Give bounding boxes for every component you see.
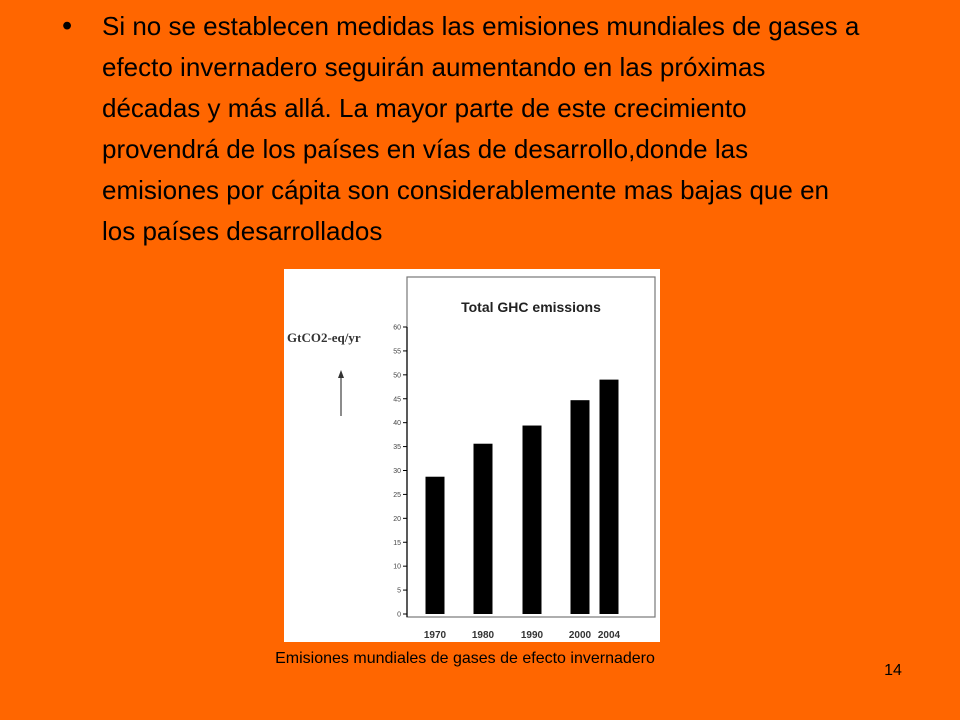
- x-tick-label: 2000: [568, 630, 592, 641]
- chart-title: Total GHC emissions: [461, 299, 601, 315]
- bar-2004: [600, 380, 619, 614]
- y-tick-label: 35: [393, 444, 401, 452]
- bar-2000: [571, 400, 590, 614]
- x-tick-label: 1990: [520, 630, 544, 641]
- figure-caption: Emisiones mundiales de gases de efecto invernadero: [275, 650, 655, 667]
- page-number: 14: [884, 662, 902, 679]
- y-tick-label: 45: [393, 396, 401, 404]
- bar-1990: [523, 426, 542, 614]
- bar-1970: [426, 477, 445, 614]
- y-tick-label: 20: [393, 515, 401, 523]
- ghg-emissions-chart: [284, 269, 660, 642]
- y-tick-label: 25: [393, 491, 401, 499]
- x-tick-label: 1980: [471, 630, 495, 641]
- y-tick-label: 30: [393, 468, 401, 475]
- bullet-point: [62, 6, 942, 252]
- y-tick-label: 40: [393, 420, 401, 428]
- y-tick-label: 50: [393, 372, 401, 380]
- y-tick-label: 5: [397, 587, 401, 595]
- y-tick-label: 10: [393, 563, 401, 571]
- y-tick-label: 0: [397, 611, 401, 619]
- bullet-marker: •: [62, 10, 73, 42]
- y-arrow-head-icon: [338, 370, 344, 378]
- bullet-text: Si no se establecen medidas las emisiones mundiales de gases a efecto invernadero seguirán aumentando en las próximas décadas y más allá. La mayor parte de este crecimiento provendrá de los países en vías de desarrollo,donde las emisiones por cápita son considerablemente mas bajas que en los países desarrollados: [102, 11, 860, 246]
- x-tick-label: 1970: [423, 630, 447, 641]
- y-tick-label: 60: [393, 324, 401, 332]
- chart-panel: [284, 269, 660, 642]
- x-tick-label: 2004: [597, 630, 621, 641]
- y-tick-label: 55: [393, 348, 401, 356]
- bar-1980: [474, 444, 493, 614]
- y-tick-label: 15: [393, 539, 401, 547]
- y-axis-label: GtCO2-eq/yr: [287, 330, 361, 345]
